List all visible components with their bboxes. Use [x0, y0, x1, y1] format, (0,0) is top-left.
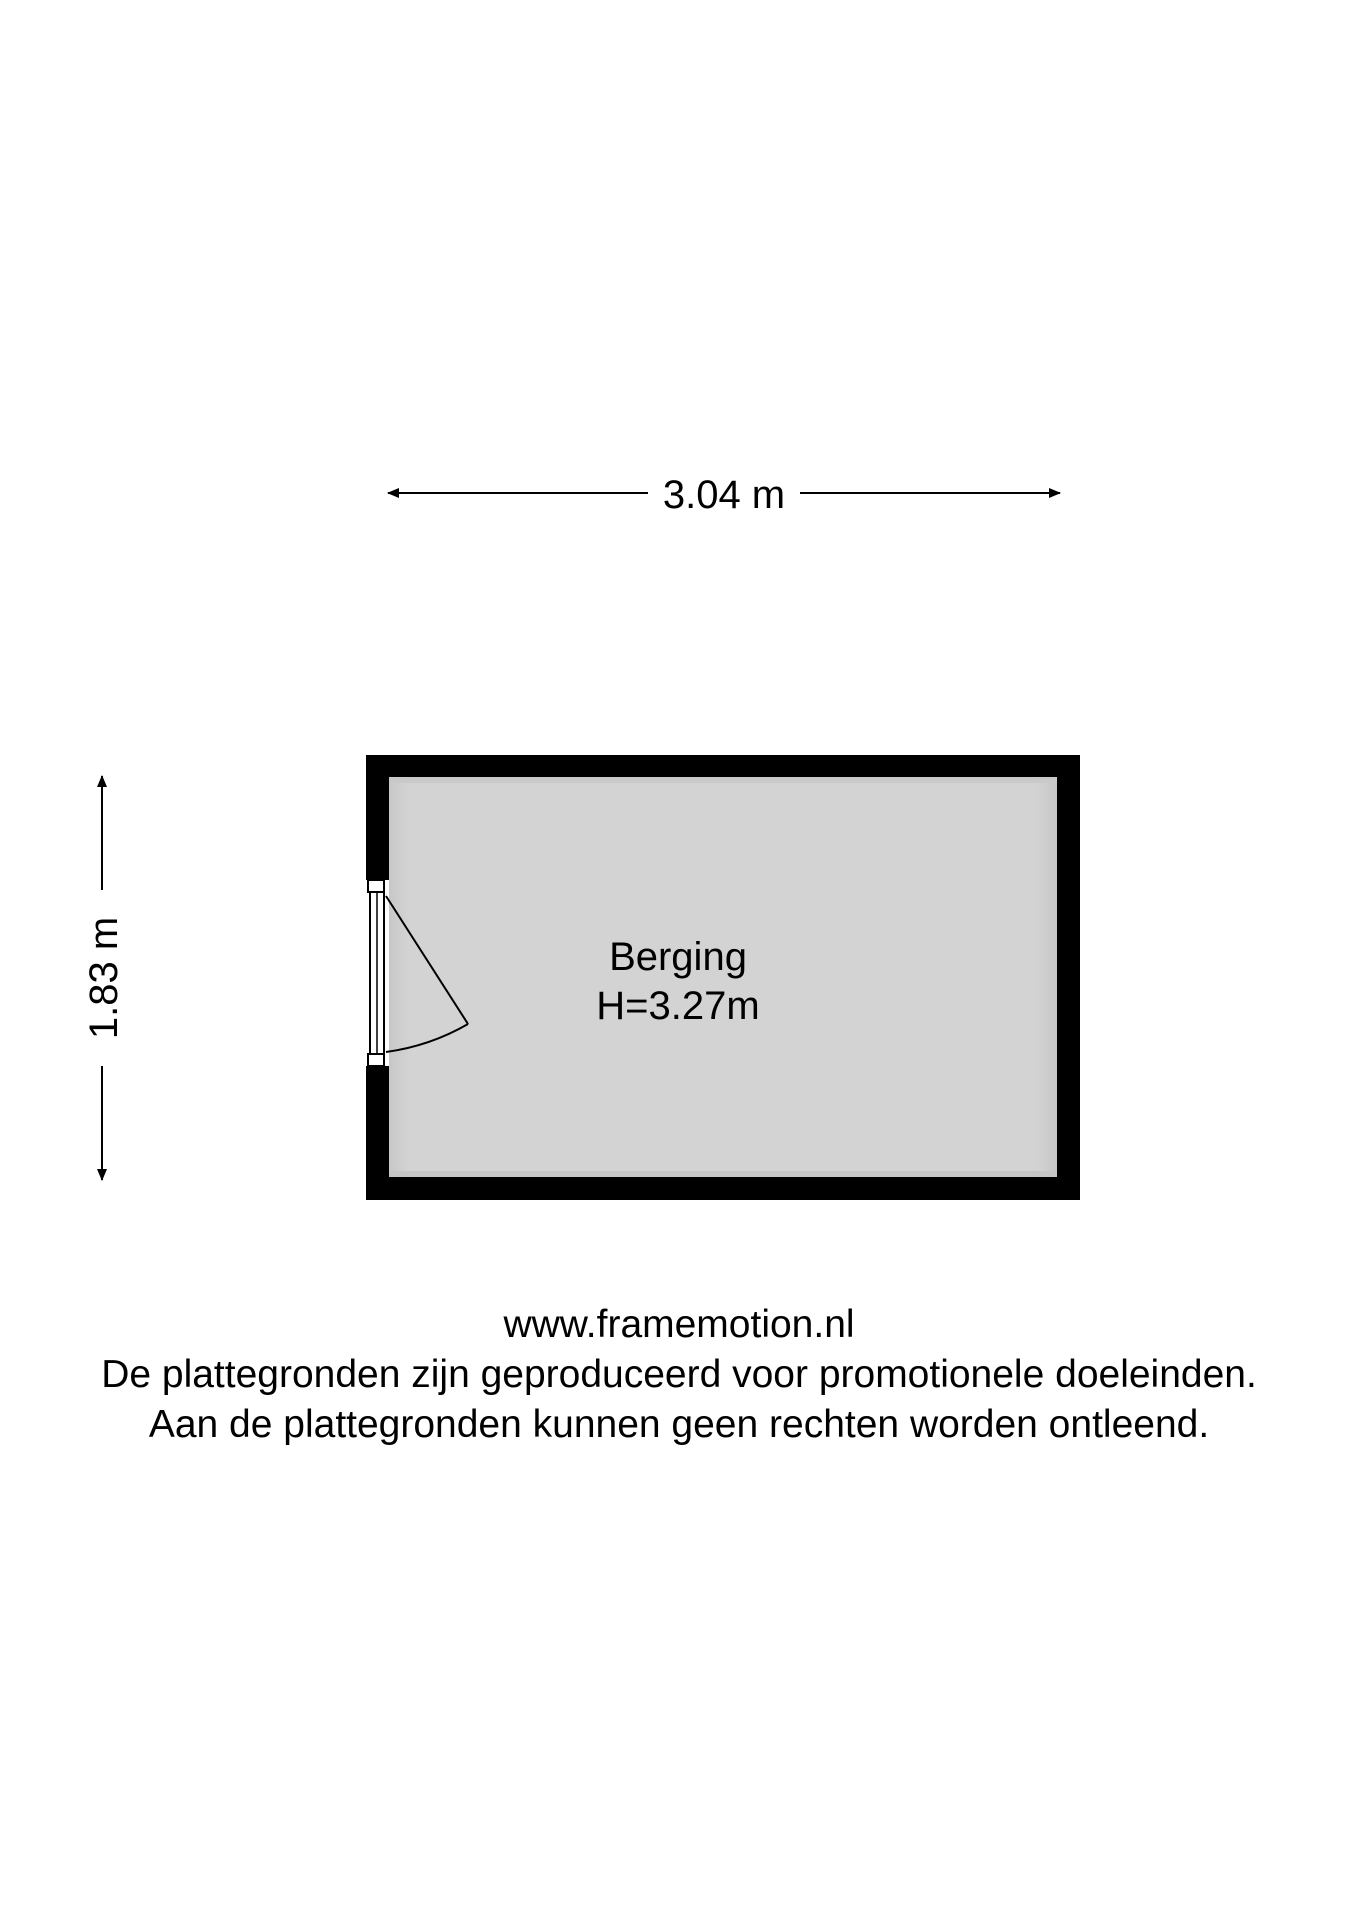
depth-dimension: [82, 776, 126, 1180]
room-berging: [366, 755, 1080, 1200]
website-text: www.framemotion.nl: [503, 1303, 855, 1346]
room-name: Berging: [609, 935, 747, 979]
footer: [0, 1300, 1358, 1450]
disclaimer-line-2: Aan de plattegronden kunnen geen rechten worden ontleend.: [148, 1403, 1210, 1446]
disclaimer-line-1: De plattegronden zijn geproduceerd voor promotionele doeleinden.: [101, 1353, 1257, 1396]
floor-shade-top: [389, 777, 1057, 783]
door-frame-top: [368, 880, 384, 892]
width-dimension: [388, 473, 1060, 517]
door-frame-bottom: [368, 1054, 384, 1066]
room-height: H=3.27m: [596, 984, 760, 1028]
depth-dimension-label: 1.83 m: [82, 916, 126, 1040]
floor-shade-bottom: [389, 1171, 1057, 1177]
width-dimension-label: 3.04 m: [662, 473, 786, 517]
